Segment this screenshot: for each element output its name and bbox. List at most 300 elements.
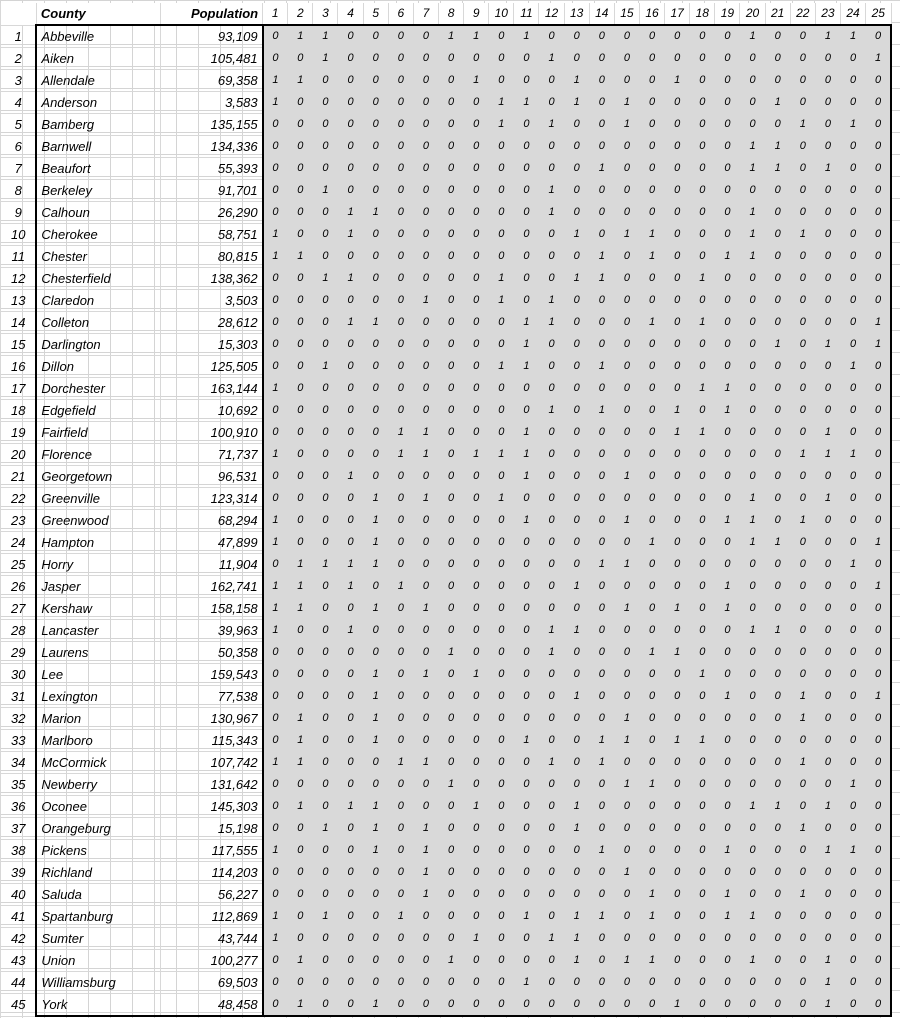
binary-cell-col-16[interactable]: 0 [639,686,664,708]
binary-cell-col-9[interactable]: 0 [464,400,489,422]
binary-cell-col-21[interactable]: 0 [765,664,790,686]
binary-cell-col-5[interactable]: 0 [363,48,388,70]
binary-cell-col-6[interactable]: 0 [388,136,413,158]
binary-cell-col-21[interactable]: 0 [765,972,790,994]
binary-cell-col-16[interactable]: 0 [639,48,664,70]
binary-cell-col-16[interactable]: 0 [639,114,664,136]
row-index-cell[interactable]: 38 [1,840,37,862]
binary-cell-col-4[interactable]: 0 [338,378,363,400]
row-index-cell[interactable]: 37 [1,818,37,840]
binary-cell-col-25[interactable]: 0 [866,488,891,510]
binary-cell-col-3[interactable]: 0 [313,994,338,1017]
binary-cell-col-11[interactable]: 1 [514,510,539,532]
header-col-22[interactable]: 22 [790,3,815,25]
binary-cell-col-16[interactable]: 0 [639,972,664,994]
binary-cell-col-6[interactable]: 0 [388,114,413,136]
binary-cell-col-2[interactable]: 1 [288,994,313,1017]
binary-cell-col-10[interactable]: 0 [489,708,514,730]
county-cell[interactable]: Fairfield [36,422,160,444]
binary-cell-col-3[interactable]: 0 [313,224,338,246]
binary-cell-col-1[interactable]: 0 [263,202,288,224]
binary-cell-col-1[interactable]: 1 [263,620,288,642]
binary-cell-col-13[interactable]: 0 [564,730,589,752]
binary-cell-col-10[interactable]: 0 [489,972,514,994]
binary-cell-col-6[interactable]: 0 [388,972,413,994]
county-cell[interactable]: Newberry [36,774,160,796]
binary-cell-col-12[interactable]: 0 [539,598,564,620]
row-index-cell[interactable]: 41 [1,906,37,928]
binary-cell-col-21[interactable]: 0 [765,884,790,906]
population-cell[interactable]: 3,583 [161,92,263,114]
county-cell[interactable]: Dorchester [36,378,160,400]
binary-cell-col-15[interactable]: 0 [614,444,639,466]
binary-cell-col-1[interactable]: 1 [263,444,288,466]
population-cell[interactable]: 125,505 [161,356,263,378]
binary-cell-col-13[interactable]: 1 [564,818,589,840]
binary-cell-col-11[interactable]: 0 [514,136,539,158]
binary-cell-col-14[interactable]: 1 [589,400,614,422]
binary-cell-col-7[interactable]: 0 [413,994,438,1017]
binary-cell-col-8[interactable]: 0 [438,114,463,136]
binary-cell-col-14[interactable]: 1 [589,246,614,268]
binary-cell-col-7[interactable]: 0 [413,114,438,136]
binary-cell-col-19[interactable]: 0 [715,730,740,752]
binary-cell-col-3[interactable]: 0 [313,488,338,510]
header-col-21[interactable]: 21 [765,3,790,25]
binary-cell-col-10[interactable]: 0 [489,532,514,554]
binary-cell-col-11[interactable]: 0 [514,400,539,422]
row-index-cell[interactable]: 42 [1,928,37,950]
binary-cell-col-24[interactable]: 0 [840,532,865,554]
binary-cell-col-25[interactable]: 0 [866,796,891,818]
binary-cell-col-25[interactable]: 0 [866,752,891,774]
binary-cell-col-20[interactable]: 0 [740,554,765,576]
county-cell[interactable]: Pickens [36,840,160,862]
binary-cell-col-7[interactable]: 0 [413,950,438,972]
binary-cell-col-7[interactable]: 0 [413,378,438,400]
binary-cell-col-11[interactable]: 0 [514,862,539,884]
binary-cell-col-18[interactable]: 0 [690,708,715,730]
population-cell[interactable]: 48,458 [161,994,263,1017]
binary-cell-col-7[interactable]: 0 [413,224,438,246]
binary-cell-col-12[interactable]: 0 [539,840,564,862]
row-index-cell[interactable]: 31 [1,686,37,708]
binary-cell-col-1[interactable]: 1 [263,92,288,114]
binary-cell-col-22[interactable]: 0 [790,356,815,378]
binary-cell-col-17[interactable]: 0 [665,246,690,268]
binary-cell-col-2[interactable]: 1 [288,796,313,818]
binary-cell-col-24[interactable]: 1 [840,840,865,862]
binary-cell-col-20[interactable]: 1 [740,532,765,554]
binary-cell-col-7[interactable]: 0 [413,25,438,48]
binary-cell-col-14[interactable]: 0 [589,48,614,70]
binary-cell-col-5[interactable]: 0 [363,378,388,400]
binary-cell-col-24[interactable]: 0 [840,686,865,708]
binary-cell-col-2[interactable]: 0 [288,906,313,928]
header-col-13[interactable]: 13 [564,3,589,25]
binary-cell-col-6[interactable]: 1 [388,422,413,444]
binary-cell-col-21[interactable]: 0 [765,444,790,466]
binary-cell-col-12[interactable]: 1 [539,620,564,642]
population-cell[interactable]: 105,481 [161,48,263,70]
binary-cell-col-17[interactable]: 0 [665,488,690,510]
binary-cell-col-16[interactable]: 0 [639,466,664,488]
population-cell[interactable]: 77,538 [161,686,263,708]
population-cell[interactable]: 91,701 [161,180,263,202]
row-index-cell[interactable]: 19 [1,422,37,444]
binary-cell-col-10[interactable]: 0 [489,224,514,246]
binary-cell-col-1[interactable]: 1 [263,70,288,92]
binary-cell-col-21[interactable]: 0 [765,400,790,422]
binary-cell-col-5[interactable]: 0 [363,25,388,48]
binary-cell-col-19[interactable]: 0 [715,796,740,818]
binary-cell-col-25[interactable]: 0 [866,510,891,532]
binary-cell-col-24[interactable]: 0 [840,598,865,620]
binary-cell-col-23[interactable]: 1 [815,444,840,466]
county-cell[interactable]: Dillon [36,356,160,378]
binary-cell-col-22[interactable]: 0 [790,488,815,510]
binary-cell-col-9[interactable]: 0 [464,862,489,884]
binary-cell-col-10[interactable]: 0 [489,136,514,158]
binary-cell-col-7[interactable]: 1 [413,840,438,862]
county-cell[interactable]: Barnwell [36,136,160,158]
binary-cell-col-2[interactable]: 0 [288,224,313,246]
header-col-5[interactable]: 5 [363,3,388,25]
binary-cell-col-7[interactable]: 0 [413,246,438,268]
binary-cell-col-23[interactable]: 1 [815,994,840,1017]
binary-cell-col-12[interactable]: 0 [539,664,564,686]
binary-cell-col-20[interactable]: 0 [740,840,765,862]
binary-cell-col-3[interactable]: 0 [313,950,338,972]
binary-cell-col-2[interactable]: 0 [288,334,313,356]
binary-cell-col-23[interactable]: 0 [815,268,840,290]
binary-cell-col-6[interactable]: 0 [388,774,413,796]
binary-cell-col-20[interactable]: 0 [740,70,765,92]
binary-cell-col-8[interactable]: 0 [438,136,463,158]
binary-cell-col-19[interactable]: 0 [715,114,740,136]
binary-cell-col-12[interactable]: 0 [539,576,564,598]
binary-cell-col-17[interactable]: 1 [665,70,690,92]
binary-cell-col-17[interactable]: 0 [665,664,690,686]
binary-cell-col-4[interactable]: 0 [338,334,363,356]
binary-cell-col-8[interactable]: 0 [438,70,463,92]
binary-cell-col-19[interactable]: 0 [715,818,740,840]
binary-cell-col-19[interactable]: 0 [715,620,740,642]
binary-cell-col-2[interactable]: 0 [288,488,313,510]
binary-cell-col-2[interactable]: 0 [288,840,313,862]
binary-cell-col-11[interactable]: 0 [514,576,539,598]
binary-cell-col-9[interactable]: 0 [464,884,489,906]
binary-cell-col-14[interactable]: 0 [589,202,614,224]
binary-cell-col-13[interactable]: 0 [564,752,589,774]
binary-cell-col-6[interactable]: 0 [388,224,413,246]
binary-cell-col-23[interactable]: 1 [815,796,840,818]
population-cell[interactable]: 58,751 [161,224,263,246]
county-cell[interactable]: Darlington [36,334,160,356]
binary-cell-col-3[interactable]: 0 [313,70,338,92]
binary-cell-col-3[interactable]: 0 [313,312,338,334]
binary-cell-col-18[interactable]: 0 [690,180,715,202]
binary-cell-col-21[interactable]: 0 [765,840,790,862]
binary-cell-col-16[interactable]: 0 [639,730,664,752]
binary-cell-col-2[interactable]: 0 [288,202,313,224]
binary-cell-col-11[interactable]: 0 [514,378,539,400]
binary-cell-col-10[interactable]: 0 [489,796,514,818]
binary-cell-col-14[interactable]: 0 [589,928,614,950]
binary-cell-col-22[interactable]: 0 [790,774,815,796]
binary-cell-col-11[interactable]: 0 [514,840,539,862]
binary-cell-col-22[interactable]: 0 [790,312,815,334]
binary-cell-col-13[interactable]: 1 [564,576,589,598]
binary-cell-col-9[interactable]: 1 [464,70,489,92]
binary-cell-col-2[interactable]: 0 [288,356,313,378]
binary-cell-col-22[interactable]: 1 [790,752,815,774]
binary-cell-col-18[interactable]: 0 [690,48,715,70]
binary-cell-col-11[interactable]: 0 [514,664,539,686]
binary-cell-col-4[interactable]: 0 [338,598,363,620]
binary-cell-col-23[interactable]: 0 [815,92,840,114]
binary-cell-col-14[interactable]: 0 [589,334,614,356]
binary-cell-col-9[interactable]: 0 [464,224,489,246]
county-cell[interactable]: Oconee [36,796,160,818]
binary-cell-col-20[interactable]: 1 [740,488,765,510]
binary-cell-col-11[interactable]: 0 [514,532,539,554]
population-cell[interactable]: 15,303 [161,334,263,356]
binary-cell-col-9[interactable]: 0 [464,136,489,158]
row-index-cell[interactable]: 33 [1,730,37,752]
county-cell[interactable]: Calhoun [36,202,160,224]
row-index-cell[interactable]: 27 [1,598,37,620]
binary-cell-col-6[interactable]: 1 [388,906,413,928]
binary-cell-col-5[interactable]: 1 [363,510,388,532]
binary-cell-col-12[interactable]: 0 [539,356,564,378]
population-cell[interactable]: 69,358 [161,70,263,92]
binary-cell-col-16[interactable]: 0 [639,576,664,598]
binary-cell-col-13[interactable]: 0 [564,158,589,180]
binary-cell-col-25[interactable]: 0 [866,114,891,136]
binary-cell-col-4[interactable]: 0 [338,774,363,796]
binary-cell-col-14[interactable]: 1 [589,906,614,928]
binary-cell-col-2[interactable]: 1 [288,598,313,620]
binary-cell-col-1[interactable]: 0 [263,422,288,444]
binary-cell-col-15[interactable]: 0 [614,422,639,444]
header-col-4[interactable]: 4 [338,3,363,25]
binary-cell-col-13[interactable]: 0 [564,488,589,510]
binary-cell-col-12[interactable]: 1 [539,202,564,224]
binary-cell-col-23[interactable]: 0 [815,620,840,642]
binary-cell-col-13[interactable]: 0 [564,466,589,488]
binary-cell-col-6[interactable]: 0 [388,598,413,620]
binary-cell-col-23[interactable]: 0 [815,400,840,422]
binary-cell-col-6[interactable]: 0 [388,92,413,114]
binary-cell-col-19[interactable]: 0 [715,422,740,444]
county-cell[interactable]: Saluda [36,884,160,906]
binary-cell-col-2[interactable]: 0 [288,312,313,334]
binary-cell-col-3[interactable]: 0 [313,752,338,774]
binary-cell-col-11[interactable]: 0 [514,70,539,92]
binary-cell-col-22[interactable]: 1 [790,224,815,246]
binary-cell-col-23[interactable]: 1 [815,840,840,862]
binary-cell-col-21[interactable]: 0 [765,466,790,488]
binary-cell-col-11[interactable]: 1 [514,466,539,488]
binary-cell-col-15[interactable]: 0 [614,664,639,686]
binary-cell-col-1[interactable]: 1 [263,532,288,554]
binary-cell-col-18[interactable]: 0 [690,532,715,554]
population-cell[interactable]: 43,744 [161,928,263,950]
binary-cell-col-7[interactable]: 0 [413,70,438,92]
binary-cell-col-18[interactable]: 1 [690,664,715,686]
binary-cell-col-5[interactable]: 1 [363,488,388,510]
binary-cell-col-10[interactable]: 0 [489,774,514,796]
binary-cell-col-15[interactable]: 0 [614,356,639,378]
binary-cell-col-16[interactable]: 0 [639,488,664,510]
binary-cell-col-18[interactable]: 0 [690,202,715,224]
binary-cell-col-24[interactable]: 1 [840,444,865,466]
binary-cell-col-15[interactable]: 1 [614,774,639,796]
binary-cell-col-24[interactable]: 0 [840,136,865,158]
binary-cell-col-7[interactable]: 0 [413,356,438,378]
binary-cell-col-8[interactable]: 0 [438,598,463,620]
binary-cell-col-14[interactable]: 0 [589,884,614,906]
binary-cell-col-5[interactable]: 0 [363,246,388,268]
binary-cell-col-5[interactable]: 0 [363,290,388,312]
binary-cell-col-6[interactable]: 0 [388,730,413,752]
binary-cell-col-23[interactable]: 0 [815,862,840,884]
binary-cell-col-22[interactable]: 1 [790,510,815,532]
binary-cell-col-10[interactable]: 1 [489,290,514,312]
binary-cell-col-7[interactable]: 0 [413,158,438,180]
binary-cell-col-11[interactable]: 0 [514,642,539,664]
row-index-cell[interactable]: 29 [1,642,37,664]
binary-cell-col-4[interactable]: 0 [338,928,363,950]
binary-cell-col-20[interactable]: 0 [740,708,765,730]
binary-cell-col-10[interactable]: 1 [489,92,514,114]
binary-cell-col-15[interactable]: 0 [614,246,639,268]
binary-cell-col-7[interactable]: 0 [413,268,438,290]
binary-cell-col-25[interactable]: 0 [866,136,891,158]
binary-cell-col-5[interactable]: 1 [363,994,388,1017]
binary-cell-col-7[interactable]: 1 [413,598,438,620]
binary-cell-col-1[interactable]: 0 [263,25,288,48]
row-index-cell[interactable]: 14 [1,312,37,334]
binary-cell-col-12[interactable]: 1 [539,400,564,422]
binary-cell-col-12[interactable]: 0 [539,334,564,356]
binary-cell-col-19[interactable]: 0 [715,444,740,466]
binary-cell-col-11[interactable]: 0 [514,928,539,950]
county-cell[interactable]: Claredon [36,290,160,312]
binary-cell-col-14[interactable]: 0 [589,180,614,202]
binary-cell-col-12[interactable]: 0 [539,708,564,730]
binary-cell-col-9[interactable]: 0 [464,620,489,642]
binary-cell-col-15[interactable]: 0 [614,202,639,224]
binary-cell-col-22[interactable]: 0 [790,994,815,1017]
binary-cell-col-4[interactable]: 0 [338,730,363,752]
county-cell[interactable]: Aiken [36,48,160,70]
population-cell[interactable]: 134,336 [161,136,263,158]
binary-cell-col-12[interactable]: 1 [539,642,564,664]
binary-cell-col-19[interactable]: 0 [715,70,740,92]
binary-cell-col-22[interactable]: 0 [790,928,815,950]
binary-cell-col-25[interactable]: 1 [866,48,891,70]
binary-cell-col-21[interactable]: 0 [765,422,790,444]
binary-cell-col-16[interactable]: 0 [639,356,664,378]
binary-cell-col-18[interactable]: 1 [690,268,715,290]
binary-cell-col-12[interactable]: 0 [539,730,564,752]
population-cell[interactable]: 10,692 [161,400,263,422]
county-cell[interactable]: Laurens [36,642,160,664]
binary-cell-col-18[interactable]: 0 [690,92,715,114]
binary-cell-col-12[interactable]: 0 [539,796,564,818]
row-index-cell[interactable]: 26 [1,576,37,598]
binary-cell-col-14[interactable]: 0 [589,576,614,598]
binary-cell-col-9[interactable]: 0 [464,708,489,730]
binary-cell-col-2[interactable]: 0 [288,48,313,70]
binary-cell-col-5[interactable]: 0 [363,862,388,884]
county-cell[interactable]: Greenwood [36,510,160,532]
binary-cell-col-19[interactable]: 1 [715,840,740,862]
binary-cell-col-19[interactable]: 1 [715,510,740,532]
binary-cell-col-16[interactable]: 0 [639,268,664,290]
binary-cell-col-19[interactable]: 0 [715,224,740,246]
binary-cell-col-23[interactable]: 0 [815,730,840,752]
binary-cell-col-24[interactable]: 0 [840,312,865,334]
binary-cell-col-17[interactable]: 0 [665,774,690,796]
binary-cell-col-23[interactable]: 0 [815,884,840,906]
binary-cell-col-4[interactable]: 0 [338,92,363,114]
binary-cell-col-9[interactable]: 0 [464,92,489,114]
binary-cell-col-13[interactable]: 0 [564,774,589,796]
county-cell[interactable]: Colleton [36,312,160,334]
binary-cell-col-25[interactable]: 0 [866,378,891,400]
binary-cell-col-8[interactable]: 0 [438,884,463,906]
binary-cell-col-19[interactable]: 1 [715,906,740,928]
row-index-cell[interactable]: 18 [1,400,37,422]
county-cell[interactable]: Spartanburg [36,906,160,928]
binary-cell-col-3[interactable]: 1 [313,268,338,290]
binary-cell-col-3[interactable]: 0 [313,972,338,994]
county-cell[interactable]: Union [36,950,160,972]
binary-cell-col-14[interactable]: 0 [589,620,614,642]
binary-cell-col-17[interactable]: 0 [665,378,690,400]
binary-cell-col-3[interactable]: 1 [313,818,338,840]
binary-cell-col-25[interactable]: 1 [866,686,891,708]
binary-cell-col-25[interactable]: 0 [866,730,891,752]
county-cell[interactable]: Chesterfield [36,268,160,290]
binary-cell-col-14[interactable]: 0 [589,972,614,994]
binary-cell-col-11[interactable]: 0 [514,818,539,840]
binary-cell-col-25[interactable]: 0 [866,906,891,928]
binary-cell-col-13[interactable]: 0 [564,136,589,158]
binary-cell-col-23[interactable]: 0 [815,114,840,136]
county-cell[interactable]: Hampton [36,532,160,554]
binary-cell-col-24[interactable]: 0 [840,488,865,510]
binary-cell-col-14[interactable]: 0 [589,862,614,884]
binary-cell-col-8[interactable]: 0 [438,246,463,268]
binary-cell-col-21[interactable]: 0 [765,488,790,510]
binary-cell-col-6[interactable]: 0 [388,334,413,356]
binary-cell-col-19[interactable]: 0 [715,202,740,224]
binary-cell-col-13[interactable]: 1 [564,950,589,972]
binary-cell-col-23[interactable]: 0 [815,576,840,598]
binary-cell-col-19[interactable]: 0 [715,928,740,950]
population-cell[interactable]: 158,158 [161,598,263,620]
binary-cell-col-9[interactable]: 0 [464,488,489,510]
binary-cell-col-2[interactable]: 1 [288,554,313,576]
binary-cell-col-10[interactable]: 0 [489,818,514,840]
row-index-cell[interactable]: 34 [1,752,37,774]
binary-cell-col-22[interactable]: 1 [790,114,815,136]
binary-cell-col-7[interactable]: 0 [413,312,438,334]
